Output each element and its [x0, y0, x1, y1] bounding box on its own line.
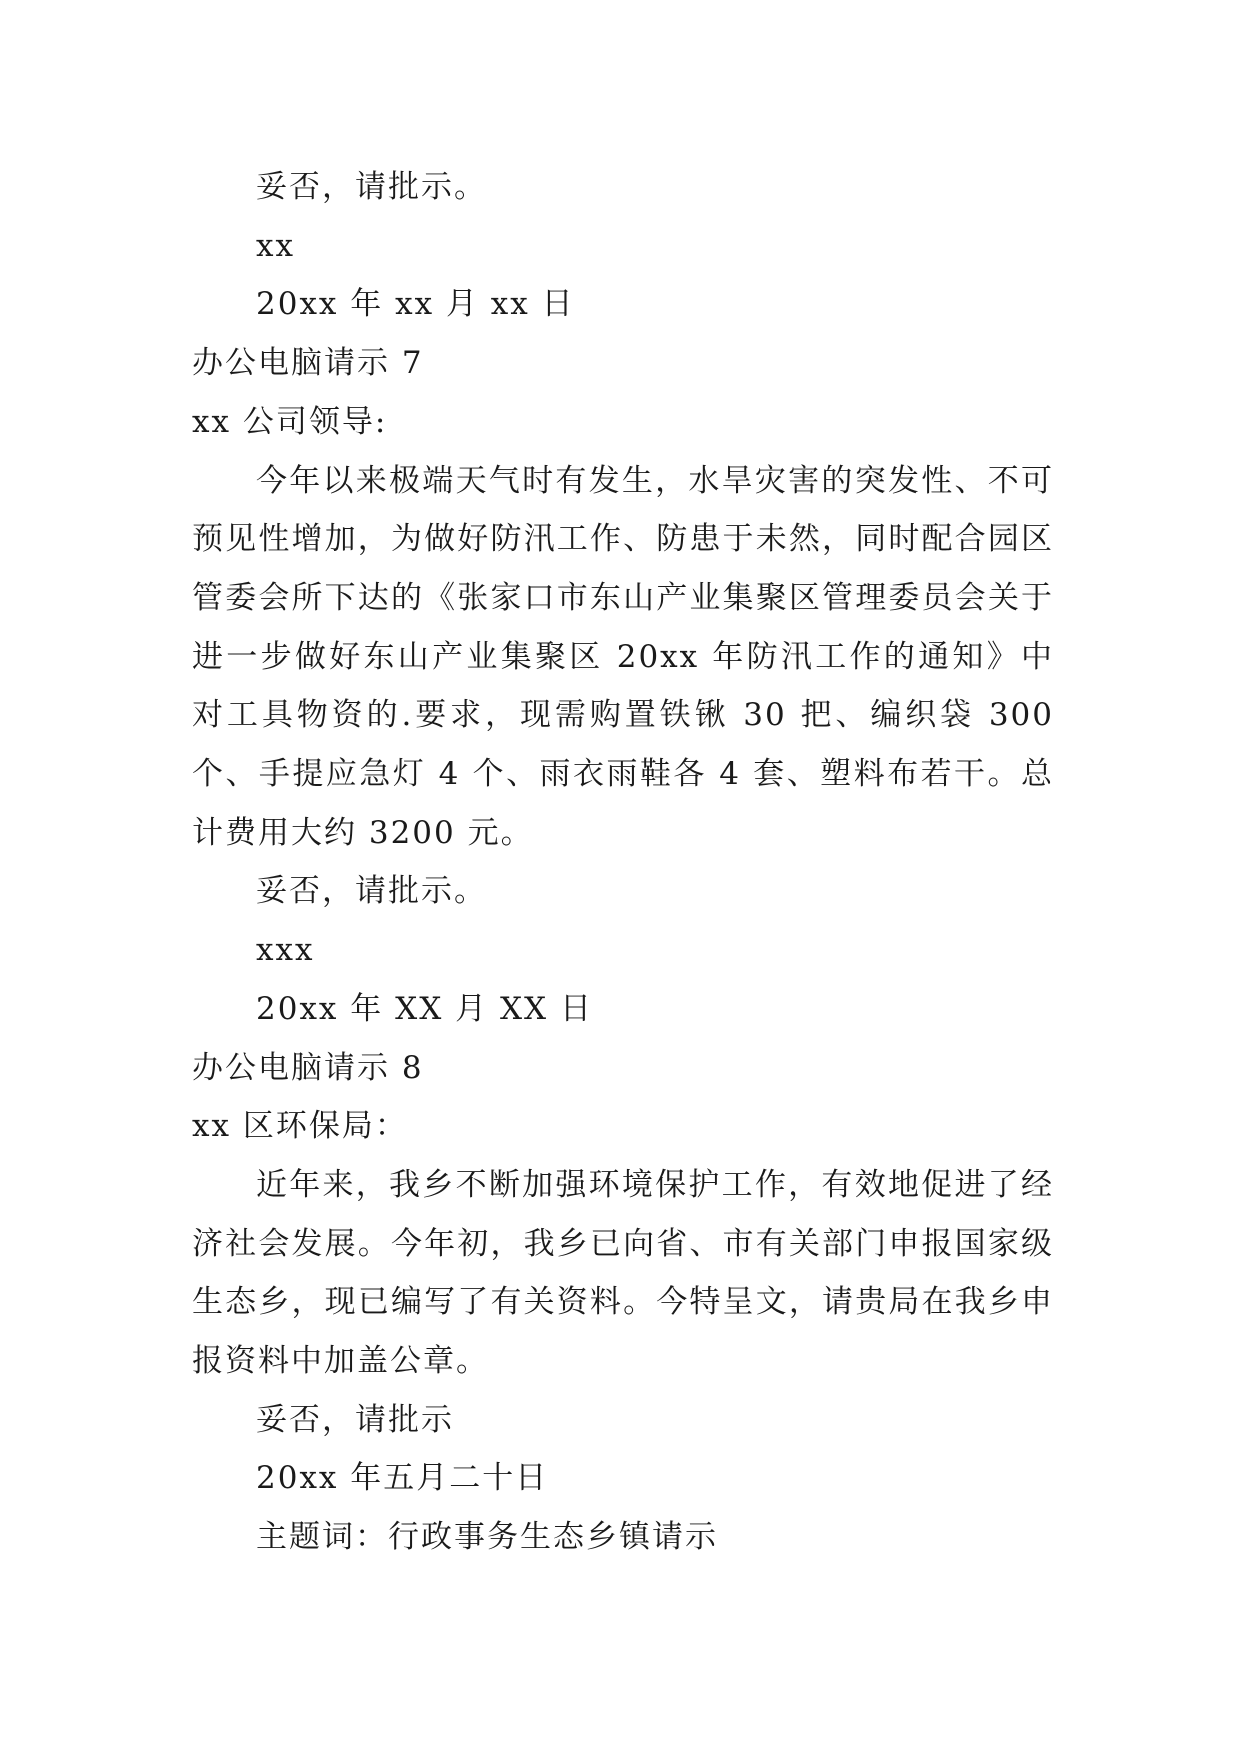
section-title: 办公电脑请示 7 — [192, 345, 424, 382]
body-paragraph: 今年以来极端天气时有发生，水旱灾害的突发性、不可预见性增加，为做好防汛工作、防患于未然，同时配合园区管委会所下达的《张家口市东山产业集聚区管理委员会关于进一步做好东山产业集聚区 20xx 年防汛工作的通知》中对工具物资的.要求，现需购置铁锹 30 把、编织袋 300 个、手提应急灯 4 个、雨衣雨鞋各 4 套、塑料布若干。总计费用大约 3200 元。 — [192, 462, 1054, 851]
document-text — [192, 158, 1054, 1567]
addressee-line: xx 区环保局： — [192, 1108, 408, 1145]
section-title: 办公电脑请示 8 — [192, 1049, 424, 1086]
signer-line: xx — [256, 227, 295, 264]
body-paragraph: 近年来，我乡不断加强环境保护工作，有效地促进了经济社会发展。今年初，我乡已向省、市有关部门申报国家级生态乡，现已编写了有关资料。今特呈文，请贵局在我乡申报资料中加盖公章。 — [192, 1166, 1054, 1380]
addressee-line: xx 公司领导: — [192, 403, 388, 440]
closing-line: 妥否，请批示。 — [256, 873, 487, 910]
signer-line: xxx — [256, 932, 315, 969]
date-line: 20xx 年 xx 月 xx 日 — [256, 286, 575, 323]
date-line: 20xx 年 XX 月 XX 日 — [256, 990, 593, 1027]
keywords-line: 主题词：行政事务生态乡镇请示 — [256, 1519, 718, 1556]
date-line: 20xx 年五月二十日 — [256, 1460, 549, 1497]
closing-line: 妥否，请批示。 — [256, 169, 487, 205]
closing-line: 妥否，请批示 — [256, 1401, 454, 1438]
